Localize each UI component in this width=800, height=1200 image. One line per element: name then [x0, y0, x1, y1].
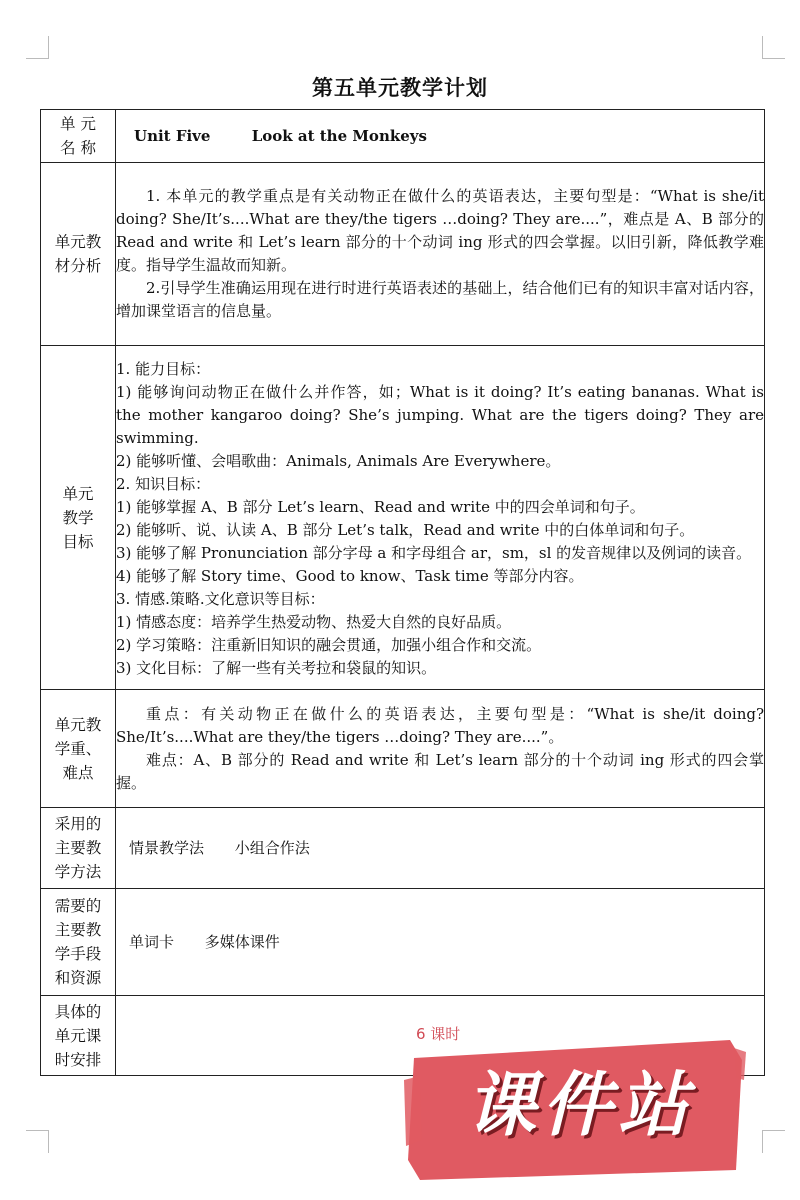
- methods-cell: [116, 808, 765, 889]
- label-line: 教学: [62, 508, 94, 527]
- label-line: 时安排: [54, 1050, 102, 1069]
- label-line: 学手段: [54, 945, 102, 963]
- material-analysis-cell: [116, 163, 765, 346]
- key-point-paragraph: 重点：有关动物正在做什么的英语表达，主要句型是：“What is she/it doing? She/It’s....What are they/the tigers …doing? They are....”。: [116, 704, 764, 746]
- objective-line: 3) 能够了解 Pronunciation 部分字母 a 和字母组合 ar，sm，sl 的发音规律以及例词的读音。: [116, 543, 752, 562]
- objective-line: 1. 能力目标：: [116, 359, 211, 378]
- page-corner-mark-bottom-right: [762, 1130, 785, 1153]
- page-title: 第五单元教学计划: [312, 76, 488, 100]
- label-line: 单 元: [60, 115, 96, 133]
- label-line: 目标: [62, 532, 94, 551]
- label-line: 学方法: [54, 863, 102, 881]
- method-item: 情景教学法: [129, 838, 205, 857]
- unit-topic: Look at the Monkeys: [251, 126, 427, 145]
- analysis-paragraph-2: 2.引导学生准确运用现在进行时进行英语表述的基础上，结合他们已有的知识丰富对话内容，增加课堂语言的信息量。: [116, 279, 764, 320]
- row-resources: [41, 889, 765, 996]
- label-resources: [41, 889, 116, 996]
- page-corner-mark-bottom-left: [26, 1130, 49, 1153]
- objective-line: 2) 能够听懂、会唱歌曲：Animals, Animals Are Everywhere。: [116, 451, 561, 470]
- difficult-point-paragraph: 难点：A、B 部分的 Read and write 和 Let’s learn 部分的十个动词 ing 形式的四会掌握。: [116, 750, 764, 792]
- label-line: 和资源: [54, 969, 102, 987]
- label-objectives: [41, 346, 116, 690]
- label-line: 采用的: [54, 815, 102, 833]
- objective-line: 1) 能够询问动物正在做什么并作答，如；What is it doing? It’s eating bananas. What is the mother kangaroo doing? She’s jumping. What are the tigers doing? They are swimming.: [116, 382, 764, 447]
- row-key-points: [41, 690, 765, 808]
- analysis-paragraph-1: 1. 本单元的教学重点是有关动物正在做什么的英语表达，主要句型是：“What is she/it doing? She/It’s....What are they/the tigers …doing? They are....”，难点是 A、B 部分的 Read and write 和 Let’s learn 部分的十个动词 ing 形式的四会掌握。以旧引新，降低教学难度。指导学生温故而知新。: [116, 187, 764, 274]
- page-corner-mark-top-right: [762, 36, 785, 59]
- objective-line: 2. 知识目标：: [116, 474, 211, 493]
- objective-line: 2) 能够听、说、认读 A、B 部分 Let’s talk，Read and write 中的白体单词和句子。: [116, 520, 695, 539]
- objective-line: 4) 能够了解 Story time、Good to know、Task time 等部分内容。: [116, 566, 584, 585]
- key-points-cell: [116, 690, 765, 808]
- label-schedule: [41, 996, 116, 1076]
- label-line: 单元教: [54, 715, 102, 734]
- label-line: 学重、: [54, 739, 102, 758]
- row-objectives: [41, 346, 765, 690]
- resources-cell: [116, 889, 765, 996]
- class-hours-text: 6 课时: [416, 1025, 461, 1043]
- resource-item: 单词卡: [129, 932, 175, 951]
- objective-line: 1) 情感态度：培养学生热爱动物、热爱大自然的良好品质。: [116, 612, 512, 631]
- label-line: 难点: [62, 763, 94, 782]
- objectives-cell: [116, 346, 765, 690]
- row-unit-name: [41, 110, 765, 163]
- label-line: 具体的: [54, 1002, 102, 1021]
- objective-line: 3) 文化目标：了解一些有关考拉和袋鼠的知识。: [116, 658, 437, 677]
- label-line: 单元教: [54, 233, 102, 251]
- watermark-stamp: [400, 1020, 748, 1190]
- objective-line: 2) 学习策略：注重新旧知识的融会贯通，加强小组合作和交流。: [116, 635, 542, 654]
- label-material-analysis: [41, 163, 116, 346]
- label-line: 需要的: [54, 897, 102, 915]
- label-line: 主要教: [54, 921, 102, 939]
- label-key-points: [41, 690, 116, 808]
- resource-item: 多媒体课件: [204, 932, 280, 951]
- label-line: 名 称: [60, 139, 96, 157]
- label-methods: [41, 808, 116, 889]
- unit-name-cell: [116, 110, 765, 163]
- teaching-plan-table: [40, 109, 765, 1076]
- row-material-analysis: [41, 163, 765, 346]
- row-methods: [41, 808, 765, 889]
- label-line: 主要教: [54, 839, 102, 857]
- label-unit-name: [41, 110, 116, 163]
- unit-number: Unit Five: [134, 126, 211, 145]
- objective-line: 1) 能够掌握 A、B 部分 Let’s learn、Read and write 中的四会单词和句子。: [116, 497, 645, 516]
- label-line: 单元课: [54, 1026, 102, 1045]
- label-line: 单元: [62, 484, 94, 503]
- method-item: 小组合作法: [234, 838, 310, 857]
- page-corner-mark-top-left: [26, 36, 49, 59]
- watermark-text: 课件站: [466, 1064, 694, 1146]
- objective-line: 3. 情感.策略.文化意识等目标：: [116, 589, 325, 608]
- label-line: 材分析: [54, 257, 102, 275]
